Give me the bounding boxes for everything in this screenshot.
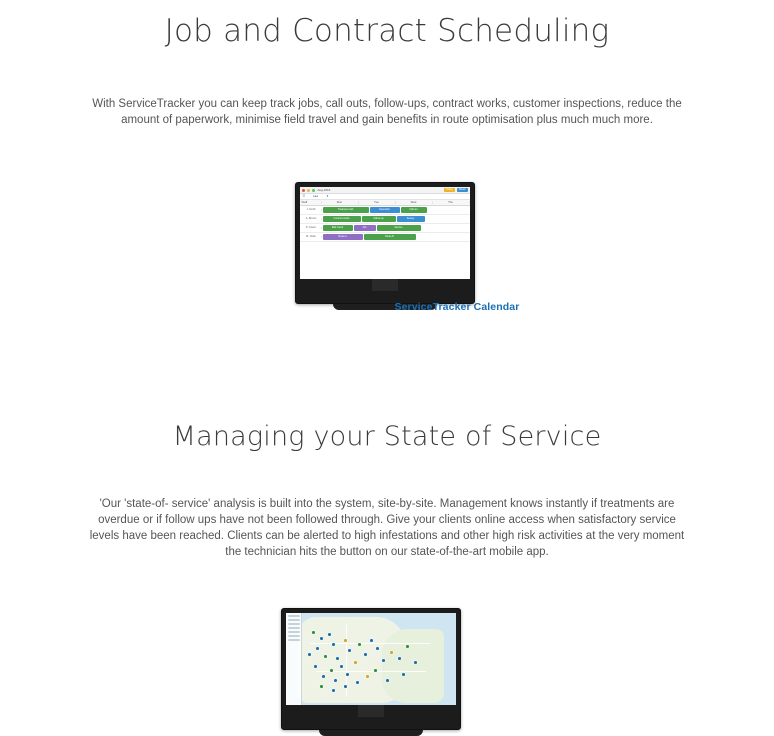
map-site-pin[interactable] bbox=[320, 637, 323, 640]
calendar-event[interactable]: Bait check bbox=[323, 225, 353, 231]
map-site-pin[interactable] bbox=[366, 675, 369, 678]
map-panel-line bbox=[288, 623, 300, 625]
map-site-pin[interactable] bbox=[328, 633, 331, 636]
calendar-row bbox=[300, 233, 470, 242]
calendar-col-thu: Thu bbox=[433, 201, 470, 204]
calendar-col-tue: Tue bbox=[359, 201, 396, 204]
map-panel-line bbox=[288, 631, 300, 633]
site-map-screenshot bbox=[286, 613, 456, 705]
map-site-pin[interactable] bbox=[386, 679, 389, 682]
calendar-event[interactable]: Follow-up bbox=[362, 216, 396, 222]
calendar-event[interactable]: Inspection bbox=[370, 207, 400, 213]
map-site-pin[interactable] bbox=[354, 661, 357, 664]
calendar-event[interactable]: Route B bbox=[364, 234, 416, 240]
calendar-col-staff: Staff bbox=[300, 201, 322, 204]
calendar-event[interactable]: Survey bbox=[397, 216, 425, 222]
calendar-event[interactable]: Contract works bbox=[323, 216, 361, 222]
page-title: Job and Contract Scheduling bbox=[164, 13, 610, 49]
calendar-row-label: A. Brown bbox=[300, 218, 322, 221]
map-site-pin[interactable] bbox=[346, 673, 349, 676]
calendar-col-wed: Wed bbox=[396, 201, 433, 204]
section-body-text: With ServiceTracker you can keep track jobs, call outs, follow-ups, contract works, customer inspections, reduce the amount of paperwork, minimise field travel and gain benefits in route optimisation plus much much more. bbox=[92, 98, 682, 126]
monitor-screen bbox=[300, 187, 470, 279]
calendar-row-label: J. Smith bbox=[300, 209, 322, 212]
calendar-row-events bbox=[322, 206, 470, 214]
section-job-and-contract-scheduling bbox=[0, 6, 774, 313]
map-site-pin[interactable] bbox=[314, 665, 317, 668]
map-panel-line bbox=[288, 639, 300, 641]
calendar-row bbox=[300, 206, 470, 215]
map-site-pin[interactable] bbox=[344, 685, 347, 688]
map-site-pin[interactable] bbox=[330, 669, 333, 672]
map-panel-line bbox=[288, 615, 300, 617]
monitor-stand-neck-2 bbox=[358, 705, 384, 717]
calendar-topbar bbox=[300, 187, 470, 194]
calendar-row bbox=[300, 224, 470, 233]
map-site-pin[interactable] bbox=[340, 665, 343, 668]
page-root bbox=[0, 6, 774, 736]
calendar-row-events bbox=[322, 233, 470, 241]
section-title-state-of-service: Managing your State of Service bbox=[172, 421, 602, 452]
monitor-illustration-calendar bbox=[0, 182, 774, 313]
calendar-event[interactable]: Job bbox=[354, 225, 376, 231]
calendar-row-label: P. Green bbox=[300, 227, 322, 230]
subbar-link-1[interactable]: ☰ bbox=[302, 194, 306, 199]
map-site-pin[interactable] bbox=[336, 657, 339, 660]
map-road-1 bbox=[310, 643, 430, 644]
map-site-pin[interactable] bbox=[348, 649, 351, 652]
map-site-pin[interactable] bbox=[332, 689, 335, 692]
window-close-icon bbox=[302, 189, 305, 192]
map-site-pin[interactable] bbox=[398, 657, 401, 660]
map-site-pin[interactable] bbox=[320, 685, 323, 688]
image-caption-servicetracker-calendar: ServiceTracker Calendar bbox=[394, 301, 520, 313]
map-panel-line bbox=[288, 627, 300, 629]
monitor-bezel-2 bbox=[281, 608, 461, 730]
map-site-pin[interactable] bbox=[344, 639, 347, 642]
calendar-event[interactable]: Service bbox=[377, 225, 421, 231]
window-maximize-icon bbox=[312, 189, 315, 192]
map-site-pin[interactable] bbox=[332, 643, 335, 646]
map-site-pin[interactable] bbox=[374, 669, 377, 672]
window-minimize-icon bbox=[307, 189, 310, 192]
map-site-pin[interactable] bbox=[358, 643, 361, 646]
map-panel-line bbox=[288, 619, 300, 621]
map-site-pin[interactable] bbox=[382, 659, 385, 662]
map-site-pin[interactable] bbox=[356, 681, 359, 684]
calendar-row bbox=[300, 215, 470, 224]
subbar-link-2[interactable]: ●●● bbox=[313, 194, 319, 199]
map-panel-line bbox=[288, 635, 300, 637]
section-managing-your-state-of-service bbox=[0, 420, 774, 736]
subbar-link-3[interactable]: ▼ bbox=[326, 194, 329, 199]
calendar-col-mon: Mon bbox=[322, 201, 359, 204]
map-site-pin[interactable] bbox=[364, 653, 367, 656]
map-site-pin[interactable] bbox=[312, 631, 315, 634]
calendar-row-events bbox=[322, 215, 470, 223]
map-site-pin[interactable] bbox=[316, 647, 319, 650]
calendar-today-button[interactable]: Today bbox=[445, 187, 453, 191]
map-site-pin[interactable] bbox=[322, 675, 325, 678]
map-site-pin[interactable] bbox=[334, 679, 337, 682]
calendar-week-button[interactable]: Week bbox=[458, 187, 466, 191]
map-site-pin[interactable] bbox=[406, 645, 409, 648]
map-site-pin[interactable] bbox=[308, 653, 311, 656]
map-site-pin[interactable] bbox=[390, 651, 393, 654]
calendar-event[interactable]: Route A bbox=[323, 234, 363, 240]
map-site-pin[interactable] bbox=[376, 647, 379, 650]
calendar-grid bbox=[300, 206, 470, 279]
section-body-text-2: 'Our 'state-of- service' analysis is built into the system, site-by-site. Management knows instantly if treatments are overdue or if follow ups have not been followed through. Give your clients online access when satisfactory service levels have been reached. Clients can be alerted to high infestations and other high risk activities at the very moment the technician hits the button on our state-of-the-art mobile app. bbox=[89, 498, 685, 558]
calendar-app-screenshot bbox=[300, 187, 470, 279]
map-landmass-east bbox=[382, 629, 444, 703]
calendar-window-title: Aug 2016 bbox=[317, 187, 331, 192]
calendar-event[interactable]: Call out bbox=[401, 207, 427, 213]
map-site-pin[interactable] bbox=[370, 639, 373, 642]
monitor-screen-2 bbox=[286, 613, 456, 705]
map-site-pin[interactable] bbox=[402, 673, 405, 676]
monitor-stand-base-2 bbox=[319, 730, 423, 736]
map-site-pin[interactable] bbox=[324, 655, 327, 658]
calendar-row-events bbox=[322, 224, 470, 232]
monitor-stand-neck bbox=[372, 279, 398, 291]
map-site-pin[interactable] bbox=[414, 661, 417, 664]
calendar-event[interactable]: Treatment visit bbox=[323, 207, 369, 213]
calendar-row-label: M. Clark bbox=[300, 236, 322, 239]
monitor-illustration-map bbox=[0, 608, 774, 736]
map-side-panel[interactable] bbox=[286, 613, 302, 705]
monitor-bezel bbox=[295, 182, 475, 304]
map-road-3 bbox=[316, 671, 426, 672]
